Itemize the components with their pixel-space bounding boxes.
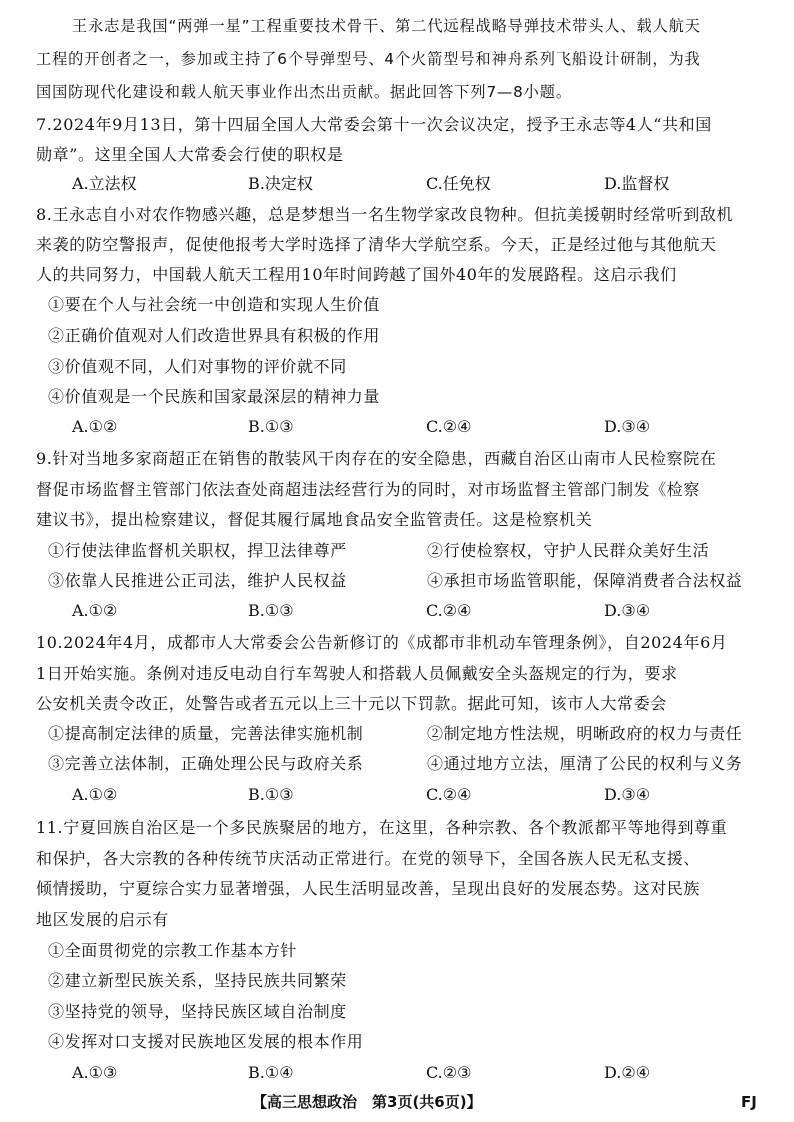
q10-option-b: B.①③ (248, 785, 294, 804)
q9-stem-line-2: 督促市场监督主管部门依法查处商超违法经营行为的同时，对市场监督主管部门制发《检察 (36, 480, 701, 499)
q11-stem-line-2: 和保护，各大宗教的各种传统节庆活动正常进行。在党的领导下，全国各族人民无私支援、 (36, 849, 701, 868)
q10-option-d: D.③④ (604, 785, 651, 804)
q7-option-d: D.监督权 (604, 174, 670, 193)
q10-item-2: ②制定地方性法规，明晰政府的权力与责任 (427, 724, 743, 743)
q8-option-b: B.①③ (248, 417, 294, 436)
q10-option-c: C.②④ (426, 785, 472, 804)
q9-option-b: B.①③ (248, 601, 294, 620)
q11-stem-line-1: 11.宁夏回族自治区是一个多民族聚居的地方，在这里，各种宗教、各个教派都平等地得到尊重 (36, 818, 728, 837)
q7-stem-line-2: 勋章”。这里全国人大常委会行使的职权是 (36, 145, 344, 164)
q9-item-2: ②行使检察权，守护人民群众美好生活 (427, 541, 710, 560)
q8-stem-line-2: 来袭的防空警报声，促使他报考大学时选择了清华大学航空系。今天，正是经过他与其他航天 (36, 235, 717, 254)
q7-option-b: B.决定权 (248, 174, 313, 193)
q10-stem-line-2: 1日开始实施。条例对违反电动自行车驾驶人和搭载人员佩戴安全头盔规定的行为，要求 (36, 664, 678, 683)
q7-option-c: C.任免权 (426, 174, 491, 193)
q11-option-d: D.②④ (604, 1063, 651, 1082)
q10-item-4: ④通过地方立法，厘清了公民的权利与义务 (427, 754, 743, 773)
intro-line-1: 王永志是我国“两弹一星”工程重要技术骨干、第二代远程战略导弹技术带头人、载人航天 (72, 17, 701, 35)
q7-stem-line-1: 7.2024年9月13日，第十四届全国人大常委会第十一次会议决定，授予王永志等4人“共和国 (36, 115, 712, 134)
q9-option-a: A.①② (72, 601, 118, 620)
q9-item-4: ④承担市场监管职能，保障消费者合法权益 (427, 571, 743, 590)
q11-item-4: ④发挥对口支援对民族地区发展的根本作用 (48, 1032, 364, 1051)
q8-option-d: D.③④ (604, 417, 651, 436)
q8-item-3: ③价值观不同，人们对事物的评价就不同 (48, 357, 347, 376)
q11-item-2: ②建立新型民族关系，坚持民族共同繁荣 (48, 971, 347, 990)
q8-item-4: ④价值观是一个民族和国家最深层的精神力量 (48, 387, 381, 406)
q8-stem-line-1: 8.王永志自小对农作物感兴趣，总是梦想当一名生物学家改良物种。但抗美援朝时经常听到敌机 (36, 205, 734, 224)
q11-option-c: C.②③ (426, 1063, 472, 1082)
q9-option-c: C.②④ (426, 601, 472, 620)
q10-item-1: ①提高制定法律的质量，完善法律实施机制 (48, 724, 364, 743)
footer-code: FJ (741, 1093, 757, 1111)
q9-option-d: D.③④ (604, 601, 651, 620)
q9-stem-line-1: 9.针对当地多家商超正在销售的散装风干肉存在的安全隐患，西藏自治区山南市人民检察院在 (36, 449, 717, 468)
q9-item-1: ①行使法律监督机关职权，捍卫法律尊严 (48, 541, 347, 560)
q9-stem-line-3: 建议书》，提出检察建议，督促其履行属地食品安全监管责任。这是检察机关 (36, 510, 593, 529)
q10-item-3: ③完善立法体制，正确处理公民与政府关系 (48, 754, 364, 773)
footer-page-info: 【高三思想政治 第3页(共6页)】 (252, 1093, 482, 1111)
q11-item-1: ①全面贯彻党的宗教工作基本方针 (48, 941, 298, 960)
q10-stem-line-3: 公安机关责令改正，处警告或者五元以上三十元以下罚款。据此可知，该市人大常委会 (36, 694, 667, 713)
q8-stem-line-3: 人的共同努力，中国载人航天工程用10年时间跨越了国外40年的发展路程。这启示我们 (36, 265, 677, 284)
q7-option-a: A.立法权 (72, 174, 137, 193)
q11-option-a: A.①③ (72, 1063, 118, 1082)
q11-item-3: ③坚持党的领导，坚持民族区域自治制度 (48, 1002, 347, 1021)
q11-stem-line-3: 倾情援助，宁夏综合实力显著增强，人民生活明显改善，呈现出良好的发展态势。这对民族 (36, 879, 701, 898)
q10-stem-line-1: 10.2024年4月，成都市人大常委会公告新修订的《成都市非机动车管理条例》，自2024年6月 (36, 633, 728, 652)
q11-option-b: B.①④ (248, 1063, 294, 1082)
q9-item-3: ③依靠人民推进公正司法，维护人民权益 (48, 571, 347, 590)
intro-line-3: 国国防现代化建设和载人航天事业作出杰出贡献。据此回答下列7—8小题。 (36, 83, 572, 101)
q8-item-2: ②正确价值观对人们改造世界具有积极的作用 (48, 326, 381, 345)
q8-option-c: C.②④ (426, 417, 472, 436)
intro-line-2: 工程的开创者之一，参加或主持了6个导弹型号、4个火箭型号和神舟系列飞船设计研制，为我 (36, 50, 701, 68)
q8-item-1: ①要在个人与社会统一中创造和实现人生价值 (48, 295, 381, 314)
q8-option-a: A.①② (72, 417, 118, 436)
q10-option-a: A.①② (72, 785, 118, 804)
q11-stem-line-4: 地区发展的启示有 (36, 910, 169, 929)
